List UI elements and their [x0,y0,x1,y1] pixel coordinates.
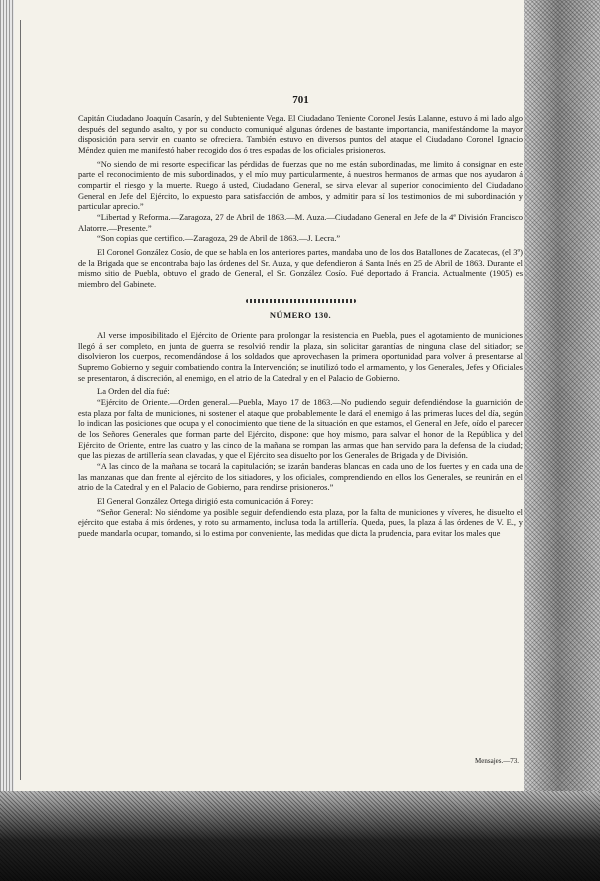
document-page [78,0,523,780]
paragraph: “Libertad y Reforma.—Zaragoza, 27 de Abril de 1863.—M. Auza.—Ciudadano General en Jefe de la 4ª División Francisco Alatorre.—Presente.” [78,211,523,233]
paragraph: Al verse imposibilitado el Ejército de Oriente para prolongar la resistencia en Puebla, pues el agotamiento de municiones llegó á ser completo, en junta de guerra se resolvió rendir la plaza, sin solicitar garantías de ninguna clase del sitiador; se disolvieron los cuerpos, recomendándose á los soldados que aprovechasen la primera oportunidad para volver á presentarse al Supremo Gobierno y seguir combatiendo contra la Intervención; se inutilizó todo el armamento, y los Generales, Jefes y Oficiales se presentaron, á discreción, al enemigo, en el atrio de la Catedral y en el Palacio de Gobierno. [78,330,523,383]
paragraph: El Coronel González Cosío, de que se habla en los anteriores partes, mandaba uno de los dos Batallones de Zacatecas, (el 3º) de la Brigada que se encontraba bajo las órdenes del Sr. Auza, y que defendieron á Santa Inés en 25 de Abril de 1863. Durante el mismo sitio de Puebla, obtuvo el grado de General, el Sr. González Cosío. Fué deportado á Francia. Actualmente (1905) es miembro del Gabinete. [78,246,523,289]
paragraph: “Señor General: No siéndome ya posible seguir defendiendo esta plaza, por la falta de municiones y víveres, he disuelto el ejército que estaba á mis órdenes, y roto su armamento, inclusa toda la artillería. Queda, pues, la plaza á las órdenes de V. E., y puede mandarla ocupar, tomando, si lo estima por conveniente, las medidas que dicta la prudencia, para evitar los males que [78,506,523,538]
footer-reference: Mensajes.—73. [475,757,519,765]
scan-edge-bottom [0,791,600,881]
paragraph: “A las cinco de la mañana se tocará la capitulación; se izarán banderas blancas en cada uno de los fuertes y en cada una de las manzanas que dan frente al ejército de los sitiadores, y los oficiales, comprendiendo en ellos los Generales, se reunirán en el atrio de la Catedral y en el Palacio de Gobierno, para rendirse prisioneros.” [78,461,523,493]
body-text [78,113,523,539]
scan-edge-left [0,0,14,881]
paragraph: La Orden del día fué: [97,386,170,397]
section-title: NÚMERO 130. [269,309,332,320]
paragraph: Capitán Ciudadano Joaquín Casarín, y del Subteniente Vega. El Ciudadano Teniente Coronel Jesús Lalanne, estuvo á mi lado algo después del segundo asalto, y por su conducto comuniqué algunas órdenes de bastante importancia, manifestándome la mayor disposición para servir en cuanto se ofreciera. También estuvo en diversos puntos del ataque el Ciudadano Coronel Ignacio Méndez quien me manifestó haber recogido dos ó tres espadas de los oficiales prisioneros. [78,113,523,155]
paragraph: “Ejército de Oriente.—Orden general.—Puebla, Mayo 17 de 1863.—No pudiendo seguir defendiéndose la guarnición de esta plaza por falta de municiones, ni sostener el ataque que probablemente le dará el enemigo á las primeras luces del día, según lo indican las posiciones que ocupa y el conocimiento que tiene de la situación en que estamos, el General en Jefe, oído el parecer de los Señores Generales que forman parte del Ejército, dispone: que hoy mismo, para salvar el honor de la República y del Ejército de Oriente, entre las cuatro y las cinco de la mañana se rompan las armas que han servido para la defensa de la ciudad; que las piezas de artillería sean clavadas, y que el Ejército sea disuelto por los Generales de Brigada y de División. [78,397,523,461]
page-edge-line [20,20,21,780]
paragraph: “No siendo de mi resorte especificar las pérdidas de fuerzas que no me están subordinadas, me limito á consignar en este parte el reconocimiento de mis subordinados, y el mío muy particularmente, á nuestros hermanos de armas que nos ayudaron á compartir el riesgo y la muerte. Ruego á usted, Ciudadano General, se sirva elevar al superior conocimiento del Ciudadano General en Jefe del Ejército, lo expuesto para satisfacción de ambos, y admitir para sí los testimonios de mi subordinación y particular aprecio.” [78,158,523,212]
section-divider [246,299,356,303]
page-number: 701 [292,94,309,106]
paragraph: “Son copias que certifico.—Zaragoza, 29 de Abril de 1863.—J. Lecra.” [97,233,341,244]
scan-edge-right [524,0,600,881]
paragraph: El General González Ortega dirigió esta comunicación á Forey: [97,496,314,506]
